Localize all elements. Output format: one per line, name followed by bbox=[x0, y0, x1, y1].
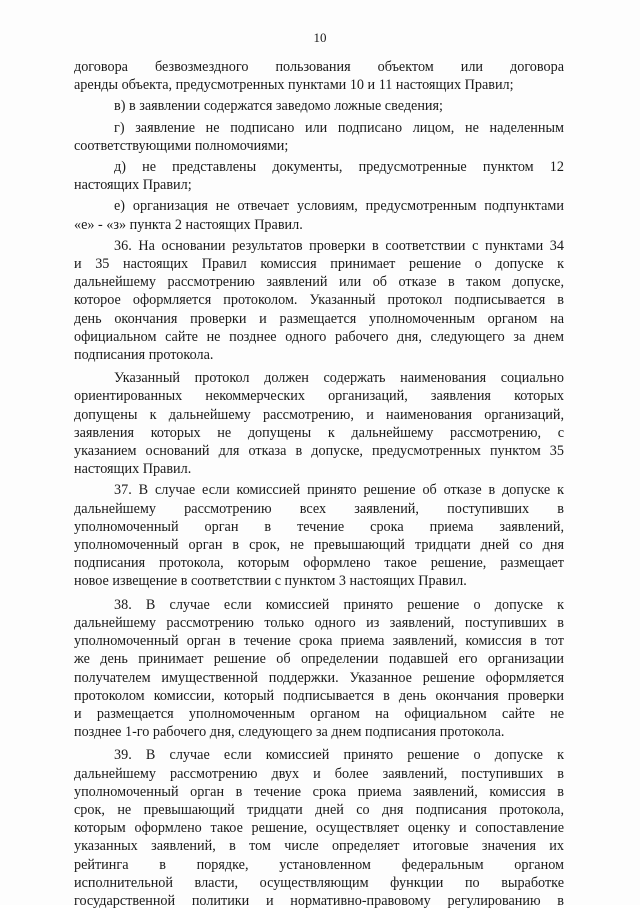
paragraph-item-g bbox=[74, 119, 564, 155]
text-line: же день принимает решение об определении подавшей его организации bbox=[74, 651, 564, 668]
paragraph-item-e bbox=[74, 197, 564, 233]
paragraph-39 bbox=[74, 746, 564, 910]
paragraph-continuation bbox=[74, 58, 564, 94]
text-line: настоящих Правил. bbox=[74, 461, 192, 478]
text-line: уполномоченный орган в течение срока приема заявлений, комиссия в bbox=[74, 783, 564, 800]
text-line: подписания протокола. bbox=[74, 347, 214, 364]
text-line: в) в заявлении содержатся заведомо ложные сведения; bbox=[114, 98, 443, 115]
text-line: 38. В случае если комиссией принято решение о допуске к bbox=[114, 596, 564, 613]
paragraph-item-v bbox=[74, 97, 564, 115]
paragraph-36-protocol bbox=[74, 369, 564, 478]
text-line: допущены к дальнейшему рассмотрению, и наименования организаций, bbox=[74, 406, 564, 423]
text-line: 39. В случае если комиссией принято решение о допуске к bbox=[114, 747, 564, 764]
text-line: заявления которых не допущены к дальнейшему рассмотрению, с bbox=[74, 424, 564, 441]
text-line: срок, не превышающий тридцати дней со дня подписания протокола, bbox=[74, 801, 564, 818]
text-line: получателем имущественной поддержки. Указанное решение оформляется bbox=[74, 669, 564, 686]
text-line: е) организация не отвечает условиям, предусмотренным подпунктами bbox=[114, 198, 564, 215]
text-line: уполномоченный орган в срок, не превышающий тридцати дней со дня bbox=[74, 537, 564, 554]
text-line: «е» - «з» пункта 2 настоящих Правил. bbox=[74, 216, 303, 233]
paragraph-38 bbox=[74, 596, 564, 742]
text-line: которым оформлено такое решение, осуществляет оценку и сопоставление bbox=[74, 820, 564, 837]
text-line: уполномоченный орган в течение срока приема заявлений, bbox=[74, 518, 564, 535]
text-line: 37. В случае если комиссией принято решение об отказе в допуске к bbox=[114, 482, 564, 499]
text-line: указанных заявлений, в том числе определяет итоговые значения их bbox=[74, 838, 564, 855]
text-line: Указанный протокол должен содержать наименования социально bbox=[114, 370, 564, 387]
text-line: исполнительной власти, осуществляющим функции по выработке bbox=[74, 874, 564, 891]
text-line: и 35 настоящих Правил комиссия принимает решение о допуске к bbox=[74, 256, 564, 273]
text-line: указанием оснований для отказа в допуске, предусмотренных пунктом 35 bbox=[74, 443, 564, 460]
text-line: д) не представлены документы, предусмотренные пунктом 12 bbox=[114, 159, 564, 176]
text-line: аренды объекта, предусмотренных пунктами 10 и 11 настоящих Правил; bbox=[74, 77, 514, 94]
text-line: 36. На основании результатов проверки в соответствии с пунктами 34 bbox=[114, 237, 564, 254]
text-line: г) заявление не подписано или подписано лицом, не наделенным bbox=[114, 119, 564, 136]
text-line: которое оформляется протоколом. Указанный протокол подписывается в bbox=[74, 292, 564, 309]
text-line: настоящих Правил; bbox=[74, 177, 192, 194]
document-body bbox=[74, 58, 564, 910]
text-line: дальнейшему рассмотрению только одного из заявлений, поступивших в bbox=[74, 614, 564, 631]
paragraph-item-d bbox=[74, 158, 564, 194]
text-line: соответствующими полномочиями; bbox=[74, 137, 289, 154]
text-line: ориентированных некоммерческих организаций, заявления которых bbox=[74, 388, 564, 405]
text-line: позднее 1-го рабочего дня, следующего за днем подписания протокола. bbox=[74, 724, 505, 741]
paragraph-37 bbox=[74, 481, 564, 590]
text-line: подписания протокола, которым оформлено такое решение, размещает bbox=[74, 555, 564, 572]
text-line: договора безвозмездного пользования объектом или договора bbox=[74, 59, 564, 75]
page-number: 10 bbox=[313, 30, 327, 45]
text-line: официальном сайте не позднее одного рабочего дня, следующего за днем bbox=[74, 328, 564, 345]
text-line: новое извещение в соответствии с пунктом 3 настоящих Правил. bbox=[74, 573, 467, 590]
text-line: рейтинга в порядке, установленном федеральным органом bbox=[74, 856, 564, 873]
text-line: дальнейшему рассмотрению всех заявлений, поступивших в bbox=[74, 500, 564, 517]
text-line: уполномоченный орган в течение срока приема заявлений, комиссия в тот bbox=[74, 633, 564, 650]
text-line: протоколом комиссии, который подписывается в день окончания проверки bbox=[74, 687, 564, 704]
paragraph-36 bbox=[74, 237, 564, 364]
text-line: день окончания проверки и размещается уполномоченным органом на bbox=[74, 310, 564, 327]
text-line: государственной политики и нормативно-правовому регулированию в bbox=[74, 892, 564, 909]
text-line: дальнейшему рассмотрению двух и более заявлений, поступивших в bbox=[74, 765, 564, 782]
text-line: и размещается уполномоченным органом на официальном сайте не bbox=[74, 705, 564, 722]
text-line: дальнейшему рассмотрению заявлений или об отказе в таком допуске, bbox=[74, 274, 564, 291]
